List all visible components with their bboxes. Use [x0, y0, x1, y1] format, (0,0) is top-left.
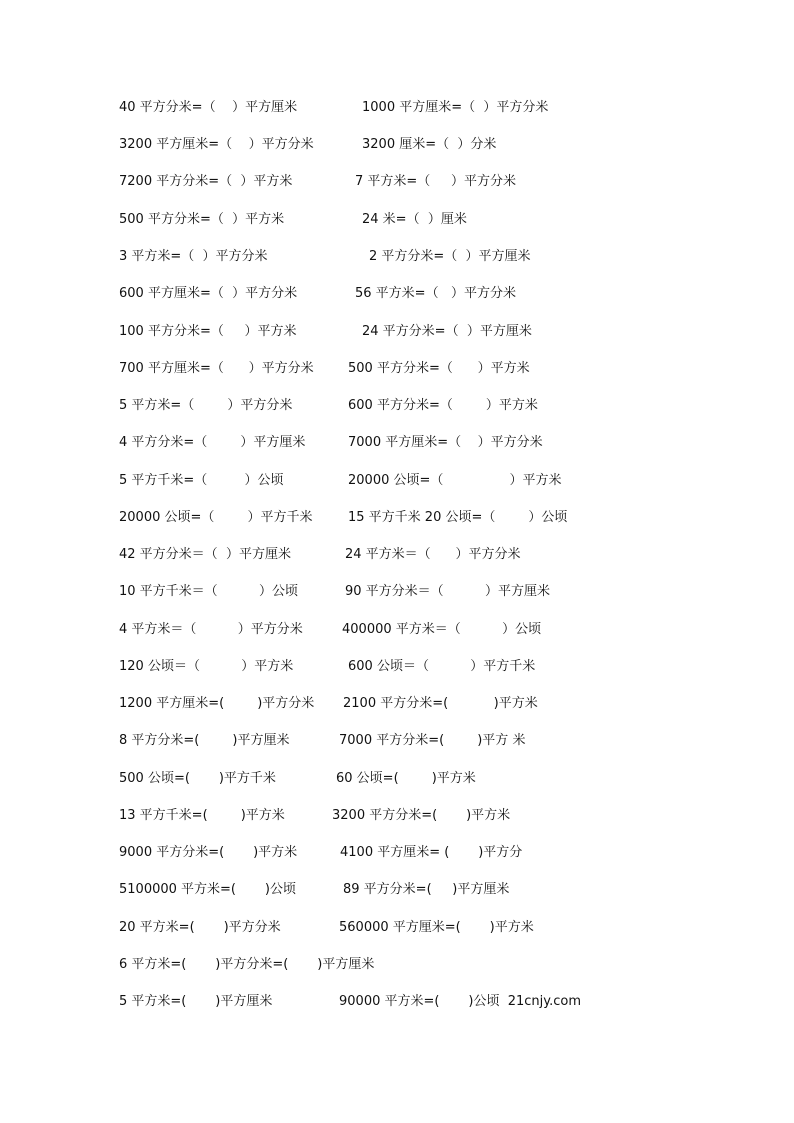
exercise-right: 1000 平方厘米=（ ）平方分米 — [362, 100, 549, 115]
exercise-right: 7 平方米=（ ）平方分米 — [355, 174, 516, 189]
exercise-right: 24 平方分米=（ ）平方厘米 — [362, 324, 532, 339]
exercise-left: 6 平方米=( )平方分米=( )平方厘米 — [119, 957, 375, 972]
exercise-right: 15 平方千米 20 公顷=（ ）公顷 — [348, 510, 568, 525]
exercise-left: 42 平方分米＝（ ）平方厘米 — [119, 547, 291, 562]
exercise-row — [0, 692, 794, 716]
exercise-row — [0, 953, 794, 977]
exercise-row — [0, 841, 794, 865]
exercise-right: 20000 公顷=（ ）平方米 — [348, 473, 562, 488]
exercise-right: 24 米=（ ）厘米 — [362, 212, 467, 227]
exercise-row — [0, 990, 794, 1014]
exercise-right: 24 平方米＝（ ）平方分米 — [345, 547, 521, 562]
exercise-row — [0, 878, 794, 902]
exercise-row — [0, 543, 794, 567]
exercise-left: 5 平方米=( )平方厘米 — [119, 994, 273, 1009]
exercise-row — [0, 469, 794, 493]
exercise-right: 89 平方分米=( )平方厘米 — [343, 882, 510, 897]
exercise-row — [0, 170, 794, 194]
exercise-right: 600 公顷＝（ ）平方千米 — [348, 659, 536, 674]
exercise-left: 100 平方分米=（ ）平方米 — [119, 324, 297, 339]
exercise-right: 500 平方分米=（ ）平方米 — [348, 361, 530, 376]
exercise-left: 700 平方厘米=（ ）平方分米 — [119, 361, 314, 376]
exercise-left: 600 平方厘米=（ ）平方分米 — [119, 286, 298, 301]
exercise-row — [0, 916, 794, 940]
exercise-left: 20 平方米=( )平方分米 — [119, 920, 281, 935]
exercise-row — [0, 96, 794, 120]
exercise-right: 560000 平方厘米=( )平方米 — [339, 920, 534, 935]
exercise-right: 90 平方分米＝（ ）平方厘米 — [345, 584, 550, 599]
exercise-left: 10 平方千米＝（ ）公顷 — [119, 584, 298, 599]
exercise-right: 2 平方分米=（ ）平方厘米 — [369, 249, 531, 264]
exercise-left: 40 平方分米=（ ）平方厘米 — [119, 100, 298, 115]
exercise-left: 8 平方分米=( )平方厘米 — [119, 733, 290, 748]
exercise-right: 3200 平方分米=( )平方米 — [332, 808, 511, 823]
exercise-row — [0, 580, 794, 604]
exercise-row — [0, 804, 794, 828]
exercise-right: 7000 平方厘米=（ ）平方分米 — [348, 435, 543, 450]
exercise-row — [0, 357, 794, 381]
exercise-right: 3200 厘米=（ ）分米 — [362, 137, 497, 152]
exercise-row — [0, 655, 794, 679]
exercise-right: 90000 平方米=( )公顷 21cnjy.com — [339, 994, 581, 1009]
exercise-left: 4 平方米＝（ ）平方分米 — [119, 622, 303, 637]
exercise-left: 9000 平方分米=( )平方米 — [119, 845, 298, 860]
exercise-left: 4 平方分米=（ ）平方厘米 — [119, 435, 306, 450]
exercise-left: 120 公顷＝（ ）平方米 — [119, 659, 294, 674]
exercise-right: 2100 平方分米=( )平方米 — [343, 696, 538, 711]
exercise-row — [0, 245, 794, 269]
exercise-row — [0, 394, 794, 418]
exercise-row — [0, 506, 794, 530]
exercise-left: 5 平方千米=（ ）公顷 — [119, 473, 284, 488]
exercise-left: 1200 平方厘米=( )平方分米 — [119, 696, 315, 711]
exercise-left: 3 平方米=（ ）平方分米 — [119, 249, 268, 264]
exercise-left: 500 平方分米=（ ）平方米 — [119, 212, 285, 227]
exercise-left: 500 公顷=( )平方千米 — [119, 771, 276, 786]
exercise-left: 13 平方千米=( )平方米 — [119, 808, 285, 823]
exercise-left: 3200 平方厘米=（ ）平方分米 — [119, 137, 314, 152]
exercise-right: 600 平方分米=（ ）平方米 — [348, 398, 538, 413]
exercise-right: 56 平方米=（ ）平方分米 — [355, 286, 516, 301]
exercise-row — [0, 208, 794, 232]
exercise-row — [0, 729, 794, 753]
exercise-row — [0, 767, 794, 791]
exercise-row — [0, 431, 794, 455]
exercise-right: 4100 平方厘米= ( )平方分 — [340, 845, 523, 860]
exercise-right: 60 公顷=( )平方米 — [336, 771, 476, 786]
exercise-row — [0, 133, 794, 157]
exercise-row — [0, 320, 794, 344]
exercise-row — [0, 618, 794, 642]
exercise-right: 400000 平方米＝（ ）公顷 — [342, 622, 542, 637]
exercise-left: 5 平方米=（ ）平方分米 — [119, 398, 293, 413]
exercise-left: 5100000 平方米=( )公顷 — [119, 882, 296, 897]
exercise-row — [0, 282, 794, 306]
exercise-left: 7200 平方分米=（ ）平方米 — [119, 174, 293, 189]
exercise-right: 7000 平方分米=( )平方 米 — [339, 733, 526, 748]
exercise-left: 20000 公顷=（ ）平方千米 — [119, 510, 313, 525]
